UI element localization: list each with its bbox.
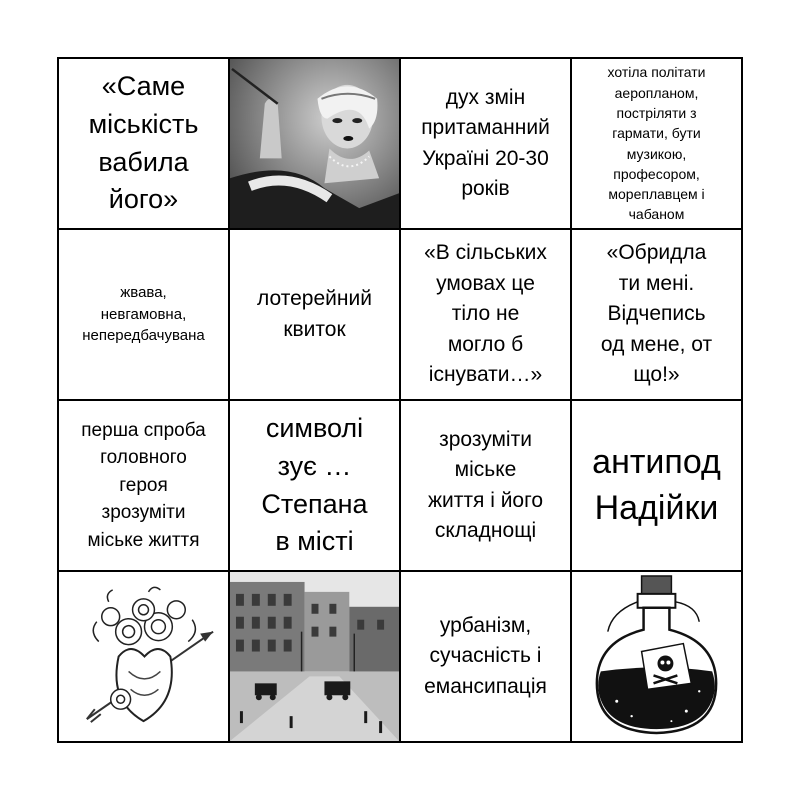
cell-text: жвава, невгамовна, непередбачувана [82, 283, 205, 345]
cell-text: «Саме міськість вабила його» [88, 70, 199, 215]
cell-text: урбанізм, сучасність і емансипація [424, 613, 547, 698]
bingo-cell[interactable] [571, 58, 742, 229]
cell-text: дух змін притаманний Україні 20-30 років [421, 85, 550, 200]
bingo-cell[interactable] [400, 229, 571, 400]
cell-text: символі зує … Степана в місті [261, 412, 368, 557]
cell-text: «В сільських умовах це тіло не могло б існувати…» [424, 241, 547, 387]
bingo-cell[interactable] [229, 229, 400, 400]
bingo-cell[interactable] [400, 400, 571, 571]
flapper-woman-photo [230, 59, 399, 228]
bingo-cell[interactable] [58, 58, 229, 229]
cell-text: зрозуміти міське життя і його складнощі [427, 427, 543, 542]
cell-text: лотерейний квиток [257, 287, 372, 341]
bingo-cell[interactable] [400, 58, 571, 229]
cell-text: «Обридла ти мені. Відчепись од мене, от що!» [600, 241, 713, 387]
bingo-board [57, 57, 743, 743]
cell-text: антипод Надійки [592, 442, 721, 527]
bingo-cell[interactable] [571, 400, 742, 571]
bingo-cell[interactable] [229, 400, 400, 571]
poison-bottle-skull-illustration [572, 572, 741, 741]
bingo-cell[interactable] [571, 229, 742, 400]
bingo-cell[interactable] [58, 400, 229, 571]
bingo-cell[interactable] [229, 58, 400, 229]
bingo-cell[interactable] [400, 571, 571, 742]
old-city-street-photo [230, 572, 399, 741]
cell-text: хотіла політати аеропланом, постріляти з гармати, бути музикою, професором, мореплавцем і чабаном [607, 64, 706, 223]
cell-text: перша спроба головного героя зрозуміти міське життя [81, 419, 206, 551]
flowered-heart-arrow-illustration [59, 572, 228, 741]
bingo-cell[interactable] [58, 571, 229, 742]
bingo-cell[interactable] [58, 229, 229, 400]
bingo-cell[interactable] [229, 571, 400, 742]
bingo-cell[interactable] [571, 571, 742, 742]
